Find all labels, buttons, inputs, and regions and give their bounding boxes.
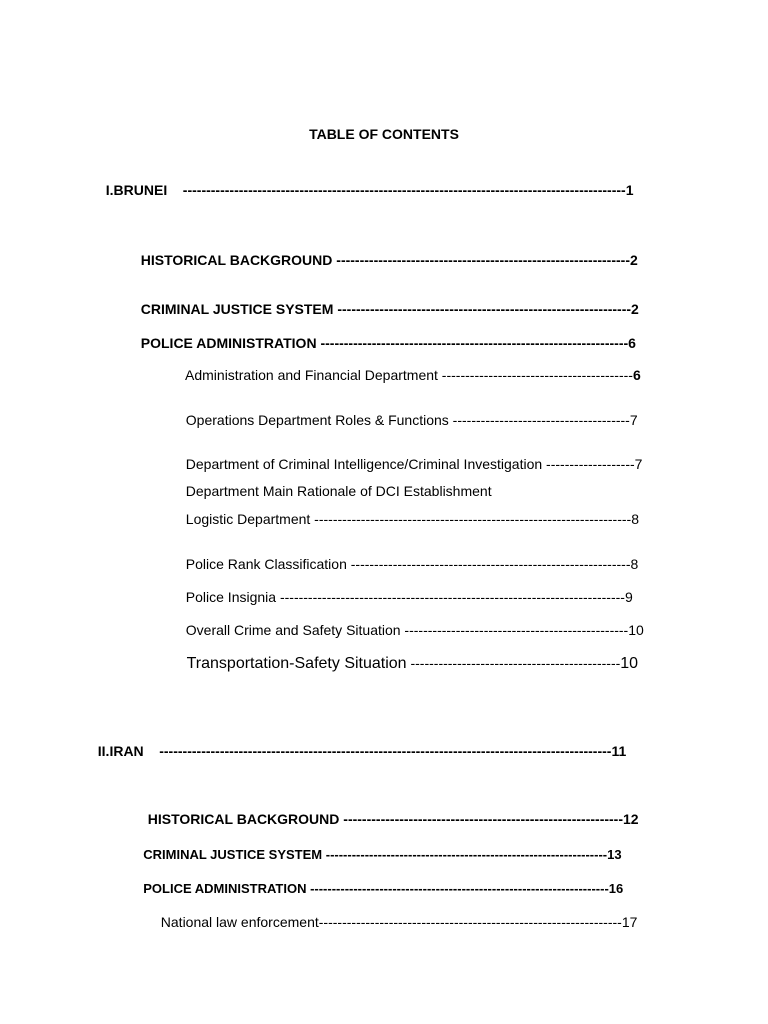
toc-page-number: 8 xyxy=(630,556,639,572)
toc-entry-iran xyxy=(90,724,678,759)
toc-leader: --------------------------------------------------------------------- xyxy=(306,881,609,896)
toc-entry-overall-crime-safety xyxy=(178,603,678,638)
toc-entry-transportation-safety xyxy=(178,630,678,672)
toc-page-number: 7 xyxy=(634,456,643,472)
toc-label: HISTORICAL BACKGROUND xyxy=(147,811,340,827)
toc-page-number: 9 xyxy=(624,589,633,605)
toc-label: Police Rank Classification xyxy=(185,556,347,572)
toc-page-number: 16 xyxy=(608,881,624,896)
toc-label: POLICE ADMINISTRATION xyxy=(143,881,307,896)
toc-page-number: 6 xyxy=(632,367,641,383)
toc-leader: ------------------------------------------------------------------------------------------------- xyxy=(143,743,612,759)
toc-label: Transportation-Safety Situation xyxy=(186,655,407,672)
toc-leader: ----------------------------------------------------------------- xyxy=(318,914,622,930)
toc-page-number: 8 xyxy=(631,511,640,527)
toc-label: Overall Crime and Safety Situation xyxy=(185,622,401,638)
toc-page-number: 10 xyxy=(620,655,639,672)
toc-page-number: 13 xyxy=(607,847,622,862)
toc-leader: ------------------------------------------------------------ xyxy=(339,811,624,827)
toc-label: Logistic Department xyxy=(185,511,311,527)
toc-page-number: 1 xyxy=(625,182,634,198)
toc-entry-dci-rationale xyxy=(178,464,673,499)
toc-label: Department of Criminal Intelligence/Criminal Investigation xyxy=(185,456,543,472)
toc-label: POLICE ADMINISTRATION xyxy=(140,335,317,351)
toc-label: Operations Department Roles & Functions xyxy=(185,412,449,428)
page-title: TABLE OF CONTENTS xyxy=(309,126,459,142)
toc-label: Administration and Financial Department xyxy=(185,367,438,383)
toc-page-number: 2 xyxy=(630,252,638,268)
toc-entry-iran-historical-background xyxy=(140,792,678,827)
toc-label: CRIMINAL JUSTICE SYSTEM xyxy=(143,847,323,862)
toc-leader: ----------------------------------------------------------------- xyxy=(322,847,608,862)
toc-label: Department Main Rationale of DCI Establishment xyxy=(185,483,492,499)
toc-label: CRIMINAL JUSTICE SYSTEM xyxy=(140,301,334,317)
toc-page-number: 10 xyxy=(628,622,644,638)
toc-leader: ------------------- xyxy=(542,456,635,472)
toc-entry-brunei-police-administration xyxy=(133,316,678,351)
toc-leader: ------------------------------------------------------------------ xyxy=(316,335,629,351)
toc-label: Police Insignia xyxy=(185,589,277,605)
toc-leader: ----------------------------------------------------------------------------------------------- xyxy=(167,182,626,198)
toc-entry-brunei-criminal-justice-system xyxy=(133,282,678,317)
toc-page-number: 7 xyxy=(629,412,638,428)
toc-entry-iran-police-administration xyxy=(136,862,678,896)
toc-leader: ----------------------------------------- xyxy=(437,367,633,383)
toc-leader: -------------------------------------------------------------------- xyxy=(310,511,632,527)
toc-label: II.IRAN xyxy=(97,743,144,759)
toc-page-number: 2 xyxy=(631,301,639,317)
toc-label: National law enforcement xyxy=(160,914,319,930)
toc-label: HISTORICAL BACKGROUND xyxy=(140,252,333,268)
toc-page-number: 17 xyxy=(621,914,638,930)
toc-leader: -------------------------------------- xyxy=(448,412,630,428)
toc-label: I.BRUNEI xyxy=(105,182,168,198)
toc-leader: --------------------------------------------- xyxy=(406,655,621,671)
toc-entry-administration-financial xyxy=(178,348,673,383)
toc-entry-brunei xyxy=(98,163,678,198)
toc-entry-logistic-department xyxy=(178,492,673,527)
toc-page-number: 6 xyxy=(628,335,636,351)
toc-entry-criminal-intelligence xyxy=(178,437,673,472)
toc-leader: --------------------------------------------------------------- xyxy=(332,252,630,268)
toc-leader: ------------------------------------------------ xyxy=(400,622,629,638)
toc-leader: --------------------------------------------------------------- xyxy=(333,301,632,317)
toc-entry-national-law-enforcement xyxy=(153,895,678,930)
toc-entry-brunei-historical-background xyxy=(133,233,678,268)
toc-entry-police-insignia xyxy=(178,570,678,605)
toc-leader: -------------------------------------------------------------------------- xyxy=(276,589,625,605)
toc-entry-police-rank-classification xyxy=(178,537,678,572)
toc-entry-iran-criminal-justice-system xyxy=(136,828,678,862)
toc-page-number: 11 xyxy=(611,743,627,759)
toc-page-number: 12 xyxy=(623,811,639,827)
toc-leader: ------------------------------------------------------------ xyxy=(346,556,631,572)
toc-entry-operations-department xyxy=(178,393,673,428)
